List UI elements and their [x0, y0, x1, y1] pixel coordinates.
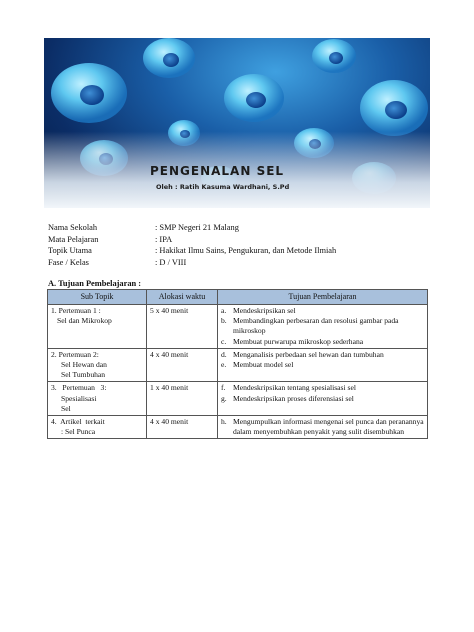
objectives-cell	[218, 348, 428, 382]
time-cell: 4 x 40 menit	[147, 416, 218, 439]
subtopic-cell	[48, 416, 147, 439]
objective-text: Mendeskripsikan proses diferensiasi sel	[233, 393, 354, 403]
learning-objectives-table	[47, 289, 428, 439]
table-row	[48, 416, 428, 439]
objective-item	[221, 337, 424, 347]
subtopic-line: Sel Tumbuhan	[61, 370, 106, 380]
header-time: Alokasi waktu	[147, 290, 218, 305]
subtopic-line: Sel dan Mikrokop	[57, 316, 112, 326]
subtopic-cell	[48, 348, 147, 382]
table-row	[48, 382, 428, 416]
subtopic-cell	[48, 305, 147, 349]
objectives-cell	[218, 382, 428, 416]
time-cell: 4 x 40 menit	[147, 348, 218, 382]
objective-text: Membandingkan perbesaran dan resolusi gambar pada mikroskop	[233, 316, 399, 336]
info-label: Topik Utama	[48, 246, 92, 255]
info-value: : Hakikat Ilmu Sains, Pengukuran, dan Metode Ilmiah	[155, 246, 337, 255]
header-subtopic: Sub Topik	[48, 290, 147, 305]
subtopic-line: Sel	[61, 403, 71, 413]
subtopic-line: 1. Pertemuan 1 :	[51, 306, 101, 315]
info-label: Mata Pelajaran	[48, 234, 99, 244]
section-heading: A. Tujuan Pembelajaran :	[48, 279, 142, 288]
objective-item	[221, 306, 424, 316]
school-info	[48, 222, 336, 268]
objective-key: a.	[221, 306, 227, 315]
objective-key: h.	[221, 417, 227, 427]
time-cell: 5 x 40 menit	[147, 305, 218, 349]
objective-item	[221, 350, 424, 360]
objective-item	[221, 383, 424, 393]
objective-key: e.	[221, 360, 227, 370]
subtopic-line: 2. Pertemuan 2:	[51, 349, 99, 359]
subtopic-line: 3. Pertemuan 3:	[51, 383, 107, 393]
info-value: : IPA	[155, 234, 173, 244]
info-row-topic	[48, 245, 336, 257]
objective-text: Membuat model sel	[233, 360, 294, 370]
objective-text: Mendeskripsikan tentang spesialisasi sel	[233, 383, 356, 393]
objective-key: f.	[221, 383, 226, 393]
objective-text: Mendeskripsikan sel	[233, 306, 296, 315]
time-cell: 1 x 40 menit	[147, 382, 218, 416]
document-title: PENGENALAN SEL	[150, 164, 285, 178]
objective-key: d.	[221, 349, 227, 359]
objectives-cell	[218, 416, 428, 439]
info-row-school	[48, 222, 336, 234]
objective-item	[221, 360, 424, 370]
subtopic-line: Spesialisasi	[61, 393, 97, 403]
objectives-cell	[218, 305, 428, 349]
subtopic-line: 4. Artikel terkait	[51, 417, 105, 427]
table-row	[48, 348, 428, 382]
subtopic-line: Sel Hewan dan	[61, 360, 107, 370]
objective-key: g.	[221, 393, 227, 403]
objective-item	[221, 394, 424, 404]
objective-text: Menganalisis perbedaan sel hewan dan tumbuhan	[233, 349, 384, 359]
objective-key: c.	[221, 336, 227, 346]
info-value: : D / VIII	[155, 257, 187, 267]
info-row-subject	[48, 234, 336, 246]
objective-item	[221, 316, 424, 336]
document-author: Oleh : Ratih Kasuma Wardhani, S.Pd	[156, 183, 290, 191]
table-row	[48, 305, 428, 349]
objective-item	[221, 417, 424, 437]
info-value: : SMP Negeri 21 Malang	[155, 223, 239, 232]
objective-text: Mengumpulkan informasi mengenai sel punca dan peranannya dalam menyembuhkan penyakit yang sulit disembuhkan	[233, 417, 424, 437]
info-row-grade	[48, 257, 336, 269]
info-label: Nama Sekolah	[48, 223, 98, 232]
header-objectives: Tujuan Pembelajaran	[218, 290, 428, 305]
objective-text: Membuat purwarupa mikroskop sederhana	[233, 336, 364, 346]
subtopic-cell	[48, 382, 147, 416]
table-header-row	[48, 290, 428, 305]
info-label: Fase / Kelas	[48, 257, 89, 267]
subtopic-line: : Sel Punca	[61, 427, 96, 437]
objective-key: b.	[221, 316, 227, 326]
